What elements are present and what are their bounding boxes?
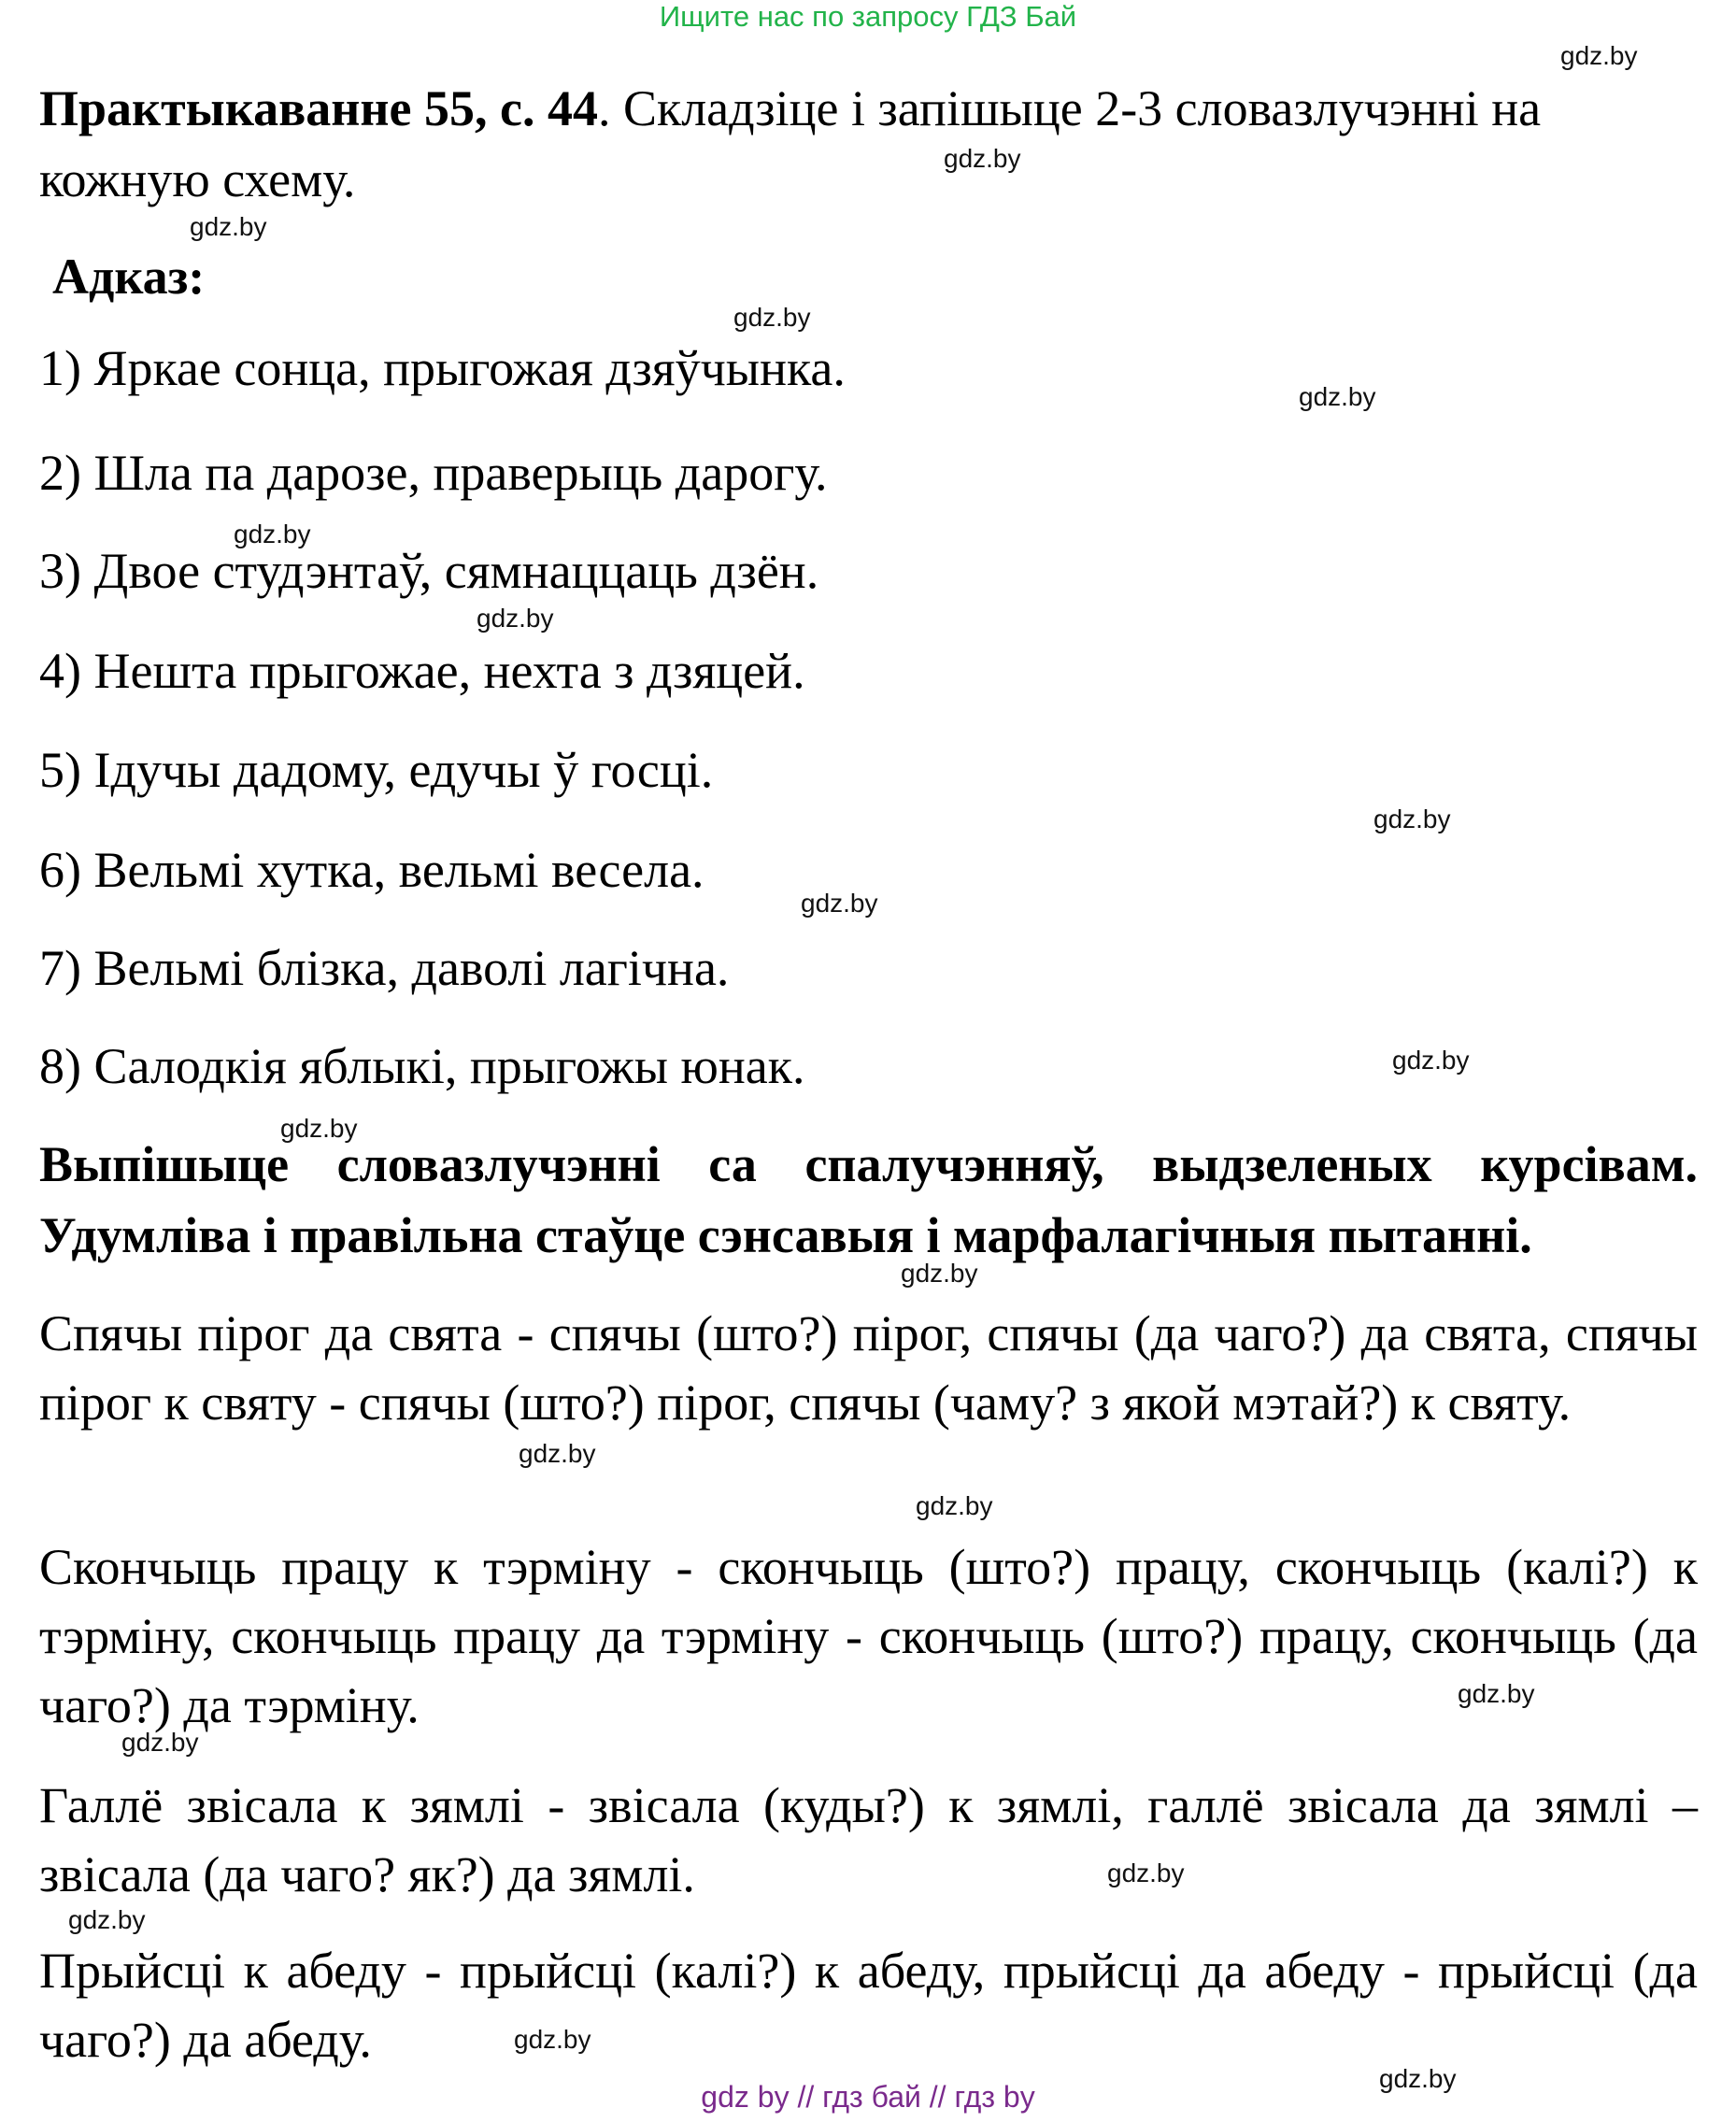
paragraph-3: Галлё звісала к зямлі - звісала (куды?) к зямлі, галлё звісала да зямлі – звісала (да чаго? як?) да зямлі. [39,1777,1698,1902]
watermark: gdz.by [944,144,1021,173]
exercise-number: Практыкаванне 55, с. 44 [39,80,598,136]
top-banner[interactable]: Ищите нас по запросу ГДЗ Бай [659,0,1077,33]
watermark: gdz.by [514,2025,591,2054]
answer-item-3: 3) Двое студэнтаў, сямнаццаць дзён. [39,543,819,599]
watermark: gdz.by [1373,805,1451,833]
paragraph-2: Скончыць працу к тэрміну - скончыць (што?) працу, скончыць (калі?) к тэрміну, скончыць працу да тэрміну - скончыць (што?) працу, скончыць (да чаго?) да тэрміну. [39,1539,1698,1733]
watermark: gdz.by [280,1114,358,1143]
answer-item-5: 5) Ідучы дадому, едучы ў госці. [39,742,714,798]
watermark: gdz.by [190,212,267,241]
watermark: gdz.by [801,889,878,918]
answer-item-2: 2) Шла па дарозе, праверыць дарогу. [39,445,828,501]
answer-item-6: 6) Вельмі хутка, вельмі весела. [39,842,704,898]
watermark: gdz.by [519,1439,596,1468]
exercise-title [39,73,1698,215]
watermark: gdz.by [1107,1859,1185,1887]
watermark: gdz.by [1299,382,1376,411]
watermark: gdz.by [1379,2064,1457,2093]
answer-item-8: 8) Салодкія яблыкі, прыгожы юнак. [39,1038,805,1094]
watermark: gdz.by [733,303,811,332]
watermark: gdz.by [121,1728,199,1757]
exercise-instruction: . Складзіце і запішыце 2-3 словазлучэнні на кожную схему. [39,80,1542,207]
watermark: gdz.by [1392,1046,1470,1075]
watermark: gdz.by [1560,41,1638,70]
watermark: gdz.by [1458,1679,1535,1708]
answer-item-1: 1) Яркае сонца, прыгожая дзяўчынка. [39,340,846,396]
answer-item-7: 7) Вельмі блізка, даволі лагічна. [39,940,730,996]
watermark: gdz.by [68,1905,146,1934]
watermark: gdz.by [234,520,311,548]
watermark: gdz.by [477,604,554,633]
answer-item-4: 4) Нешта прыгожае, нехта з дзяцей. [39,643,805,699]
task-instruction: Выпішыце словазлучэнні са спалучэнняў, выдзеленых курсівам. Удумліва і правільна стаўце сэнсавыя і марфалагічныя пытанні. [39,1136,1698,1263]
footer-links[interactable]: gdz by // гдз бай // гдз by [701,2080,1035,2114]
answer-label: Адказ: [52,249,206,305]
paragraph-1: Спячы пірог да свята - спячы (што?) пірог, спячы (да чаго?) да свята, спячы пірог к святу - спячы (што?) пірог, спячы (чаму? з якой мэтай?) к святу. [39,1305,1698,1431]
watermark: gdz.by [901,1259,978,1288]
paragraph-4: Прыйсці к абеду - прыйсці (калі?) к абеду, прыйсці да абеду - прыйсці (да чаго?) да абеду. [39,1943,1698,2068]
watermark: gdz.by [916,1491,993,1520]
